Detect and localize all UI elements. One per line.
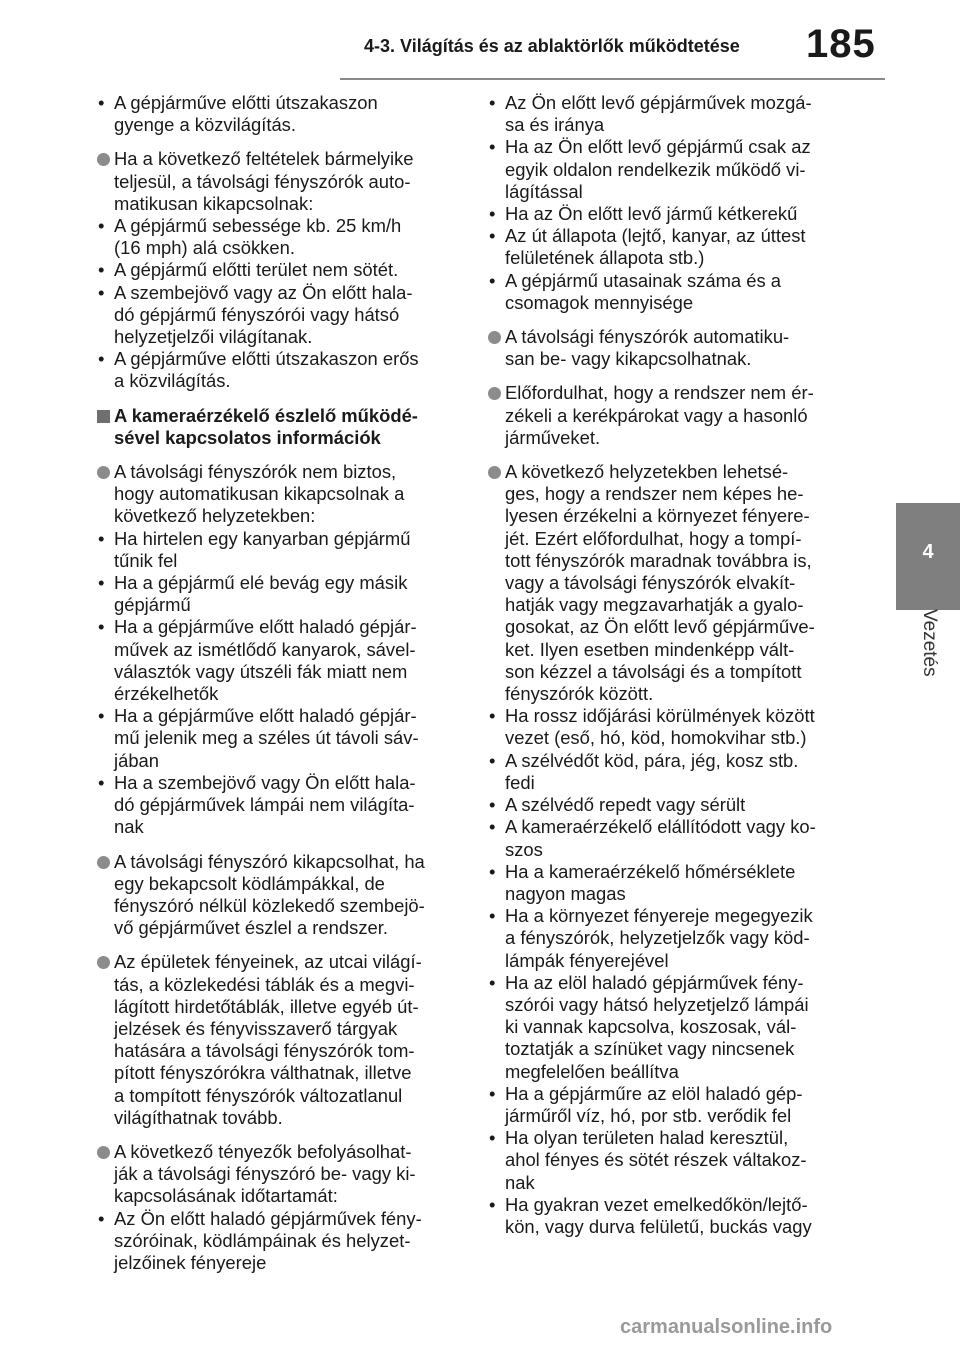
text-line: hatására a távolsági fényszórók tom- [114, 1040, 415, 1062]
text-line: • Ha a gépjárműve előtt haladó gépjár- [114, 616, 417, 638]
text-line: sével kapcsolatos információk [114, 426, 381, 448]
text-line: • Ha gyakran vezet emelkedőkön/lejtő- [505, 1193, 808, 1215]
paragraph-gap [96, 393, 468, 405]
text-line: lágítással [505, 180, 583, 202]
text-line: Ha a következő feltételek bármelyike [114, 148, 414, 170]
text-line: • A gépjárműve előtti útszakaszon [114, 92, 378, 113]
text-line: járműveket. [505, 426, 601, 448]
text-line: tűnik fel [114, 549, 178, 571]
circle-paragraph [96, 461, 468, 528]
text-line: érzékelhetők [114, 683, 219, 705]
section-heading [96, 405, 468, 449]
bullet-item [487, 270, 859, 314]
text-line: sa és iránya [505, 114, 605, 136]
bullet-item [487, 1083, 859, 1127]
left-column [96, 92, 468, 1274]
text-line: • Ha a környezet fényereje megegyezik [505, 905, 813, 927]
text-line: egyik oldalon rendelkezik működő vi- [505, 158, 806, 180]
paragraph-gap [96, 449, 468, 461]
text-line: son kézzel a távolsági és a tompított [505, 660, 802, 682]
text-line: tás, a közlekedési táblák és a megvi- [114, 973, 415, 995]
text-line: vő gépjárművet észlel a rendszer. [114, 917, 388, 939]
bullet-item [96, 348, 468, 392]
watermark: carmanualsonline.info [620, 1316, 833, 1338]
right-column [487, 92, 859, 1238]
text-line: • Ha olyan területen halad keresztül, [505, 1127, 789, 1149]
text-line: • A gépjármű előtti terület nem sötét. [114, 259, 399, 281]
text-line: a fényszórók, helyzetjelzők vagy köd- [505, 927, 810, 949]
bullet-item [487, 905, 859, 972]
bullet-item [96, 616, 468, 705]
text-line: ahol fényes és sötét részek váltakoz- [505, 1149, 807, 1171]
text-line: dó gépjárművek lámpái nem világíta- [114, 794, 415, 816]
text-line: • A szélvédőt köd, pára, jég, kosz stb. [505, 749, 799, 771]
paragraph-gap [487, 449, 859, 461]
text-line: A távolsági fényszórók nem biztos, [114, 461, 397, 483]
text-line: helyzetjelzői világítanak. [114, 326, 313, 348]
bullet-item [96, 1208, 468, 1275]
bullet-item [96, 772, 468, 839]
paragraph-gap [96, 1129, 468, 1141]
text-line: lágított hirdetőtáblák, illetve egyéb út- [114, 995, 419, 1017]
text-line: lámpák fényerejével [505, 949, 669, 971]
text-line: mű jelenik meg a széles út távoli sáv- [114, 727, 419, 749]
paragraph-gap [487, 370, 859, 382]
bullet-item [487, 750, 859, 794]
text-line: (16 mph) alá csökken. [114, 237, 295, 259]
text-line: • A szembejövő vagy az Ön előtt hala- [114, 281, 413, 303]
paragraph-gap [96, 939, 468, 951]
chapter-name: Vezetés [919, 609, 940, 677]
bullet-item [487, 794, 859, 816]
text-line: szos [505, 838, 543, 860]
text-line: • Az út állapota (lejtő, kanyar, az úttest [505, 225, 806, 247]
text-line: választók vagy útszéli fák miatt nem [114, 660, 408, 682]
text-line: hogy automatikusan kikapcsolnak a [114, 483, 405, 505]
text-line: a tompított fényszórók változatlanul [114, 1084, 403, 1106]
section-title: 4-3. Világítás és az ablaktörlők működtetése [364, 36, 740, 56]
text-line: lyesen érzékelni a környezet fényere- [505, 505, 810, 527]
text-line: • Ha a kameraérzékelő hőmérséklete [505, 860, 796, 882]
circle-paragraph [96, 1141, 468, 1208]
text-line: a közvilágítás. [114, 370, 231, 392]
text-line: hatják vagy megzavarhatják a gyalo- [505, 594, 804, 616]
text-line: fényszórók között. [505, 683, 654, 705]
text-line: ki vannak kapcsolva, koszosak, vál- [505, 1016, 797, 1038]
text-line: művek az ismétlődő kanyarok, sável- [114, 638, 416, 660]
text-line: • Ha a gépjármű elé bevág egy másik [114, 572, 408, 594]
bullet-item [487, 1127, 859, 1194]
bullet-item [487, 972, 859, 1083]
text-line: jában [114, 749, 159, 771]
text-line: csomagok mennyisége [505, 291, 694, 313]
text-line: jét. Ezért előfordulhat, hogy a tompí- [505, 527, 802, 549]
text-line: toztatják a színüket vagy nincsenek [505, 1038, 795, 1060]
text-line: Az épületek fényeinek, az utcai világí- [114, 951, 422, 973]
bullet-item [487, 705, 859, 749]
text-line: Előfordulhat, hogy a rendszer nem ér- [505, 382, 814, 404]
bullet-item [96, 259, 468, 281]
text-line: kön, vagy durva felületű, buckás vagy [505, 1215, 812, 1237]
bullet-item [96, 92, 468, 136]
text-line: szóróinak, ködlámpáinak és helyzet- [114, 1229, 411, 1251]
paragraph-gap [96, 136, 468, 148]
text-line: • Ha az Ön előtt levő gépjármű csak az [505, 136, 811, 158]
text-line: ják a távolsági fényszóró be- vagy ki- [114, 1163, 416, 1185]
text-line: szórói vagy hátsó helyzetjelző lámpái [505, 993, 809, 1015]
bullet-item [96, 215, 468, 259]
circle-paragraph [487, 382, 859, 449]
text-line: következő helyzetekben: [114, 505, 316, 527]
circle-paragraph [96, 851, 468, 940]
bullet-item [487, 225, 859, 269]
chapter-number: 4 [922, 541, 934, 563]
text-line: • Az Ön előtt levő gépjárművek mozgá- [505, 92, 812, 113]
text-line: jelzőinek fényereje [114, 1251, 267, 1273]
circle-paragraph [487, 326, 859, 370]
text-line: gépjármű [114, 594, 191, 616]
bullet-item [487, 1194, 859, 1238]
text-line: pított fényszórókra válthatnak, illetve [114, 1062, 412, 1084]
bullet-item [487, 203, 859, 225]
text-line: • Ha a gépjárműre az elöl haladó gép- [505, 1082, 803, 1104]
text-line: teljesül, a távolsági fényszórók auto- [114, 170, 411, 192]
text-line: • Ha az elöl haladó gépjárművek fény- [505, 971, 804, 993]
text-line: matikusan kikapcsolnak: [114, 192, 314, 214]
page-header [0, 0, 960, 84]
text-line: nak [505, 1171, 535, 1193]
text-line: • A gépjármű utasainak száma és a [505, 269, 782, 291]
text-line: san be- vagy kikapcsolhatnak. [505, 348, 752, 370]
paragraph-gap [487, 314, 859, 326]
text-line: fényszóró nélkül közlekedő szembejö- [114, 894, 425, 916]
circle-paragraph [96, 148, 468, 215]
bullet-item [96, 572, 468, 616]
text-line: tott fényszórók maradnak továbbra is, [505, 549, 812, 571]
text-line: • Az Ön előtt haladó gépjárművek fény- [114, 1207, 422, 1229]
bullet-item [96, 705, 468, 772]
bullet-item [96, 282, 468, 349]
text-line: • Ha hirtelen egy kanyarban gépjármű [114, 527, 411, 549]
paragraph-gap [96, 839, 468, 851]
text-line: világíthatnak tovább. [114, 1106, 283, 1128]
bullet-item [487, 92, 859, 136]
text-line: • A kameraérzékelő elállítódott vagy ko- [505, 816, 816, 838]
text-line: A következő tényezők befolyásolhat- [114, 1140, 412, 1162]
text-line: vezet (eső, hó, köd, homokvihar stb.) [505, 727, 807, 749]
text-line: gyenge a közvilágítás. [114, 114, 296, 136]
text-line: ges, hogy a rendszer nem képes he- [505, 483, 804, 505]
text-line: zékeli a kerékpárokat vagy a hasonló [505, 404, 808, 426]
text-line: fedi [505, 771, 535, 793]
text-line: • Ha a gépjárműve előtt haladó gépjár- [114, 705, 417, 727]
text-line: járműről víz, hó, por stb. verődik fel [505, 1104, 792, 1126]
header-divider [340, 78, 885, 80]
bullet-item [487, 816, 859, 860]
text-line: megfelelően beállítva [505, 1060, 679, 1082]
text-line: kapcsolásának időtartamát: [114, 1185, 338, 1207]
text-line: vagy a távolsági fényszórók elvakít- [505, 572, 796, 594]
text-line: A kameraérzékelő észlelő működé- [114, 404, 418, 426]
bullet-item [96, 528, 468, 572]
text-line: nak [114, 816, 144, 838]
text-line: • Ha az Ön előtt levő jármű kétkerekű [505, 203, 798, 225]
text-line: felületének állapota stb.) [505, 247, 705, 269]
text-line: • A gépjárműve előtti útszakaszon erős [114, 348, 419, 370]
text-line: dó gépjármű fényszórói vagy hátsó [114, 303, 400, 325]
text-line: nagyon magas [505, 882, 626, 904]
page-number: 185 [806, 22, 876, 66]
text-line: A távolsági fényszóró kikapcsolhat, ha [114, 850, 425, 872]
text-line: egy bekapcsolt ködlámpákkal, de [114, 872, 385, 894]
text-line: ket. Ilyen esetben mindenképp vált- [505, 638, 795, 660]
circle-paragraph [487, 461, 859, 705]
text-line: • Ha rossz időjárási körülmények között [505, 705, 815, 727]
chapter-tab [896, 503, 960, 610]
circle-paragraph [96, 951, 468, 1129]
bullet-item [487, 136, 859, 203]
text-line: A következő helyzetekben lehetsé- [505, 461, 789, 483]
text-line: gosokat, az Ön előtt levő gépjárműve- [505, 616, 815, 638]
text-line: • A gépjármű sebessége kb. 25 km/h [114, 215, 402, 237]
text-line: • Ha a szembejövő vagy Ön előtt hala- [114, 771, 416, 793]
text-line: jelzések és fényvisszaverő tárgyak [114, 1017, 398, 1039]
text-line: A távolsági fényszórók automatiku- [505, 326, 790, 348]
text-line: • A szélvédő repedt vagy sérült [505, 794, 746, 816]
bullet-item [487, 861, 859, 905]
